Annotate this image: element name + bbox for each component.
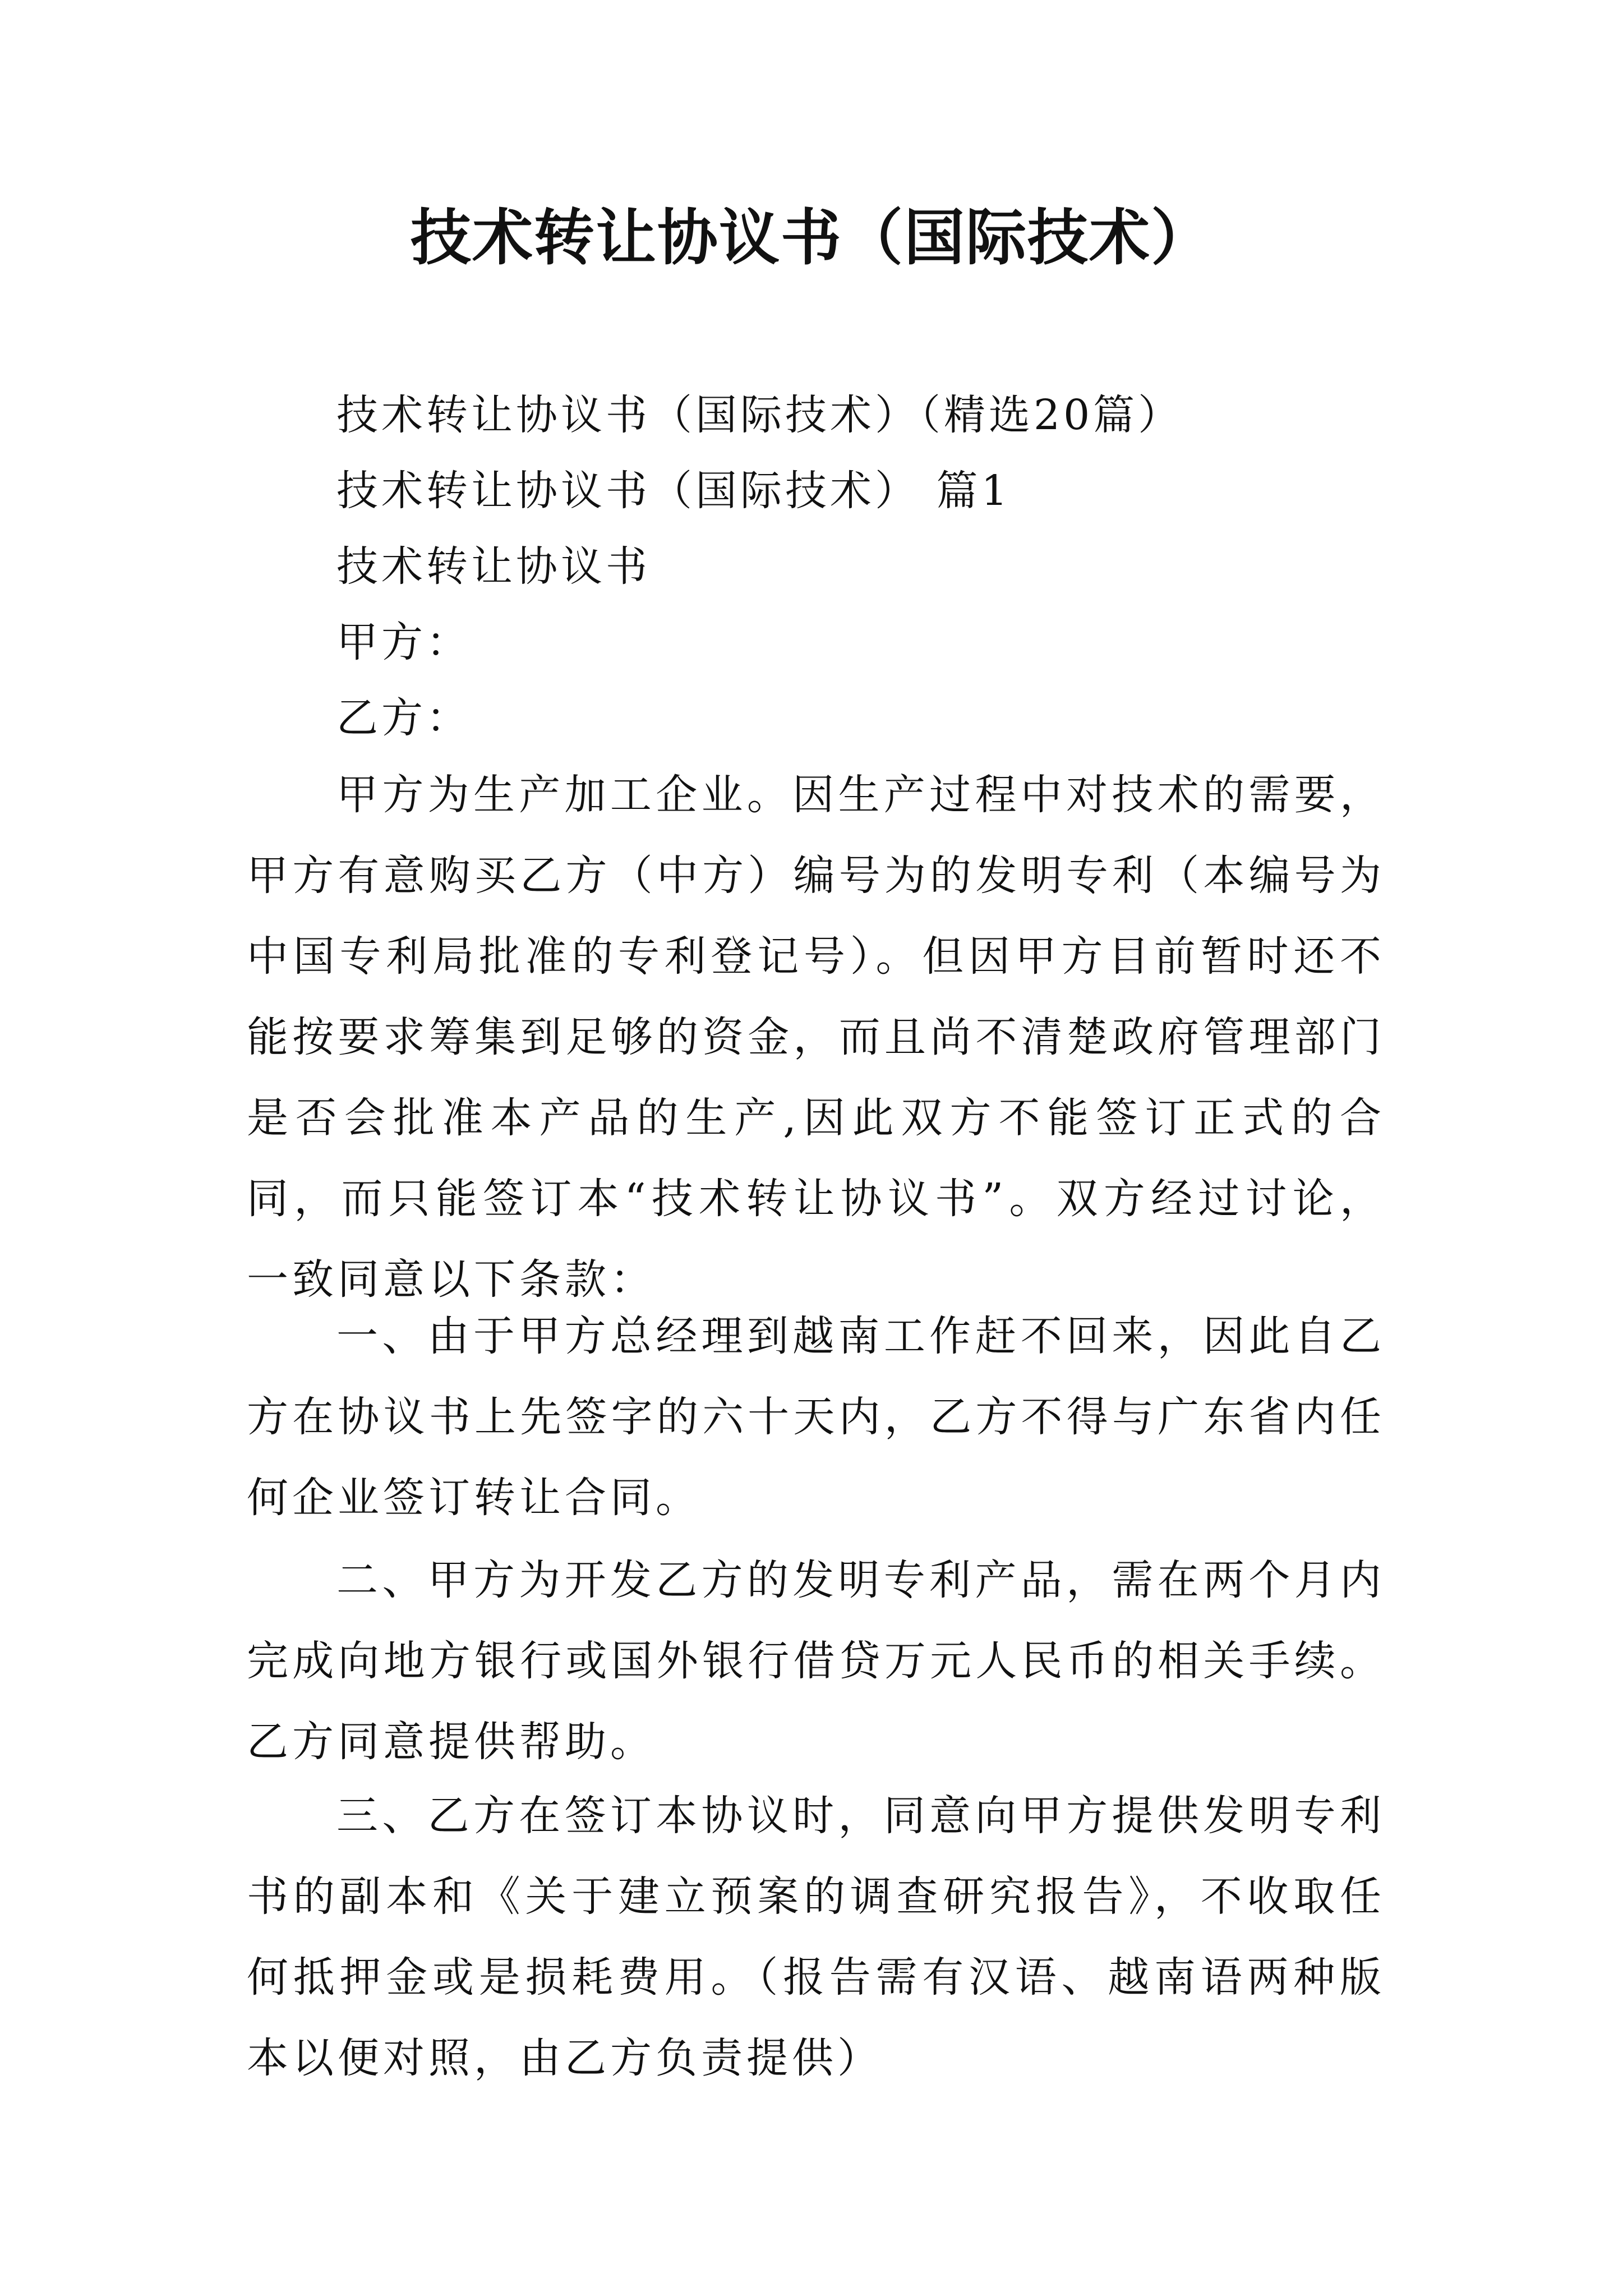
- collection-subtitle: 技术转让协议书（国际技术）（精选20篇）: [336, 391, 1183, 439]
- party-b-label: 乙方：: [336, 694, 471, 742]
- part-subtitle: 技术转让协议书（国际技术） 篇1: [336, 467, 1011, 515]
- intro-paragraph: [247, 754, 1385, 1320]
- party-a-label: 甲方：: [336, 618, 471, 666]
- document-title: 技术转让协议书（国际技术）: [410, 203, 1212, 273]
- intro-text-part-2: 的发明专利（本编号为中国专利局批准的专利登记号）。但因甲方目前暂时还不能按要求筹集到足够的资金，而且尚不清楚政府管理部门是否会批准本产品的生产,因此双方不能签订正式的合同，而只能签订本“技术转让协议书”。双方经过讨论，一致同意以下条款：: [247, 852, 1385, 1304]
- clause-2-paragraph: [247, 1540, 1385, 1782]
- clause-2-text-part-1: 二、甲方为开发乙方的发明专利产品，需在两个月内完成向地方银行或国外银行借贷: [247, 1556, 1385, 1685]
- agreement-heading: 技术转让协议书: [336, 542, 651, 591]
- intro-text-part-1: 甲方为生产加工企业。因生产过程中对技术的需要，甲方有意购买乙方（中方）编号为: [247, 771, 1385, 900]
- clause-1-paragraph: 一、由于甲方总经理到越南工作赶不回来，因此自乙方在协议书上先签字的六十天内，乙方不得与广东省内任何企业签订转让合同。: [247, 1312, 1385, 1522]
- clause-2-text-part-2: 万元人民币的相关手续。乙方同意提供帮助。: [247, 1637, 1386, 1766]
- clause-3-paragraph: 三、乙方在签订本协议时，同意向甲方提供发明专利书的副本和《关于建立预案的调查研究报告》，不收取任何抵押金或是损耗费用。（报告需有汉语、越南语两种版本以便对照，由乙方负责提供）: [247, 1792, 1385, 2082]
